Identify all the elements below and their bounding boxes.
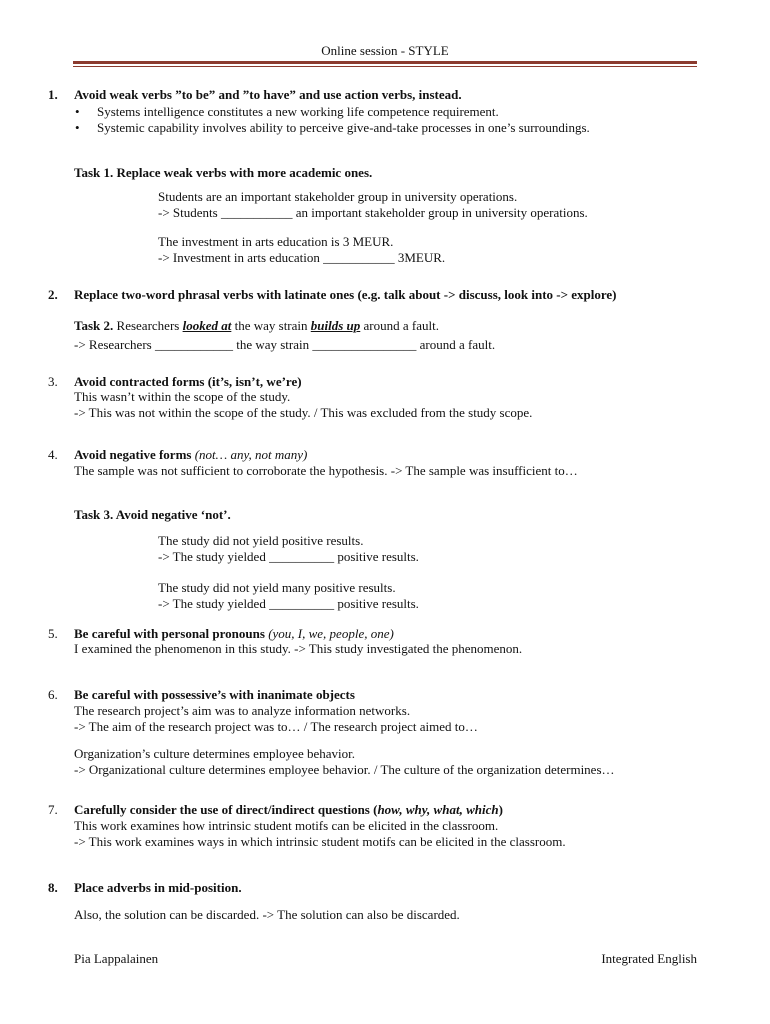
section-number: 7. [48,802,58,817]
section-number: 3. [48,374,58,389]
bullet-marker: • [75,104,80,119]
header-rule-thin [73,66,697,67]
heading-paren: (not… any, not many) [191,447,308,462]
example-line: Organization’s culture determines employee behavior. [74,746,355,761]
section-heading: Place adverbs in mid-position. [74,880,242,895]
footer-author: Pia Lappalainen [74,951,159,966]
exercise-line: -> Students ___________ an important stakeholder group in university operations. [158,205,588,220]
task-heading: Task 3. Avoid negative ‘not’. [74,507,231,522]
page-header-title: Online session - STYLE [321,43,449,58]
example-line: I examined the phenomenon in this study. -> This study investigated the phenomenon. [74,641,523,656]
section-heading [74,802,503,818]
sentence-text: around a fault. [360,318,439,333]
heading-text: Carefully consider the use of direct/indirect questions ( [74,802,378,817]
heading-paren: (you, I, we, people, one) [264,626,394,641]
sentence-text: the way strain [231,318,311,333]
example-line: This work examines how intrinsic student motifs can be elicited in the classroom. [74,818,499,833]
exercise-line: -> Researchers ____________ the way strain ________________ around a fault. [74,337,496,352]
phrasal-verb: builds up [310,318,361,333]
section-number: 8. [48,880,58,895]
example-line: The sample was not sufficient to corroborate the hypothesis. -> The sample was insufficient to… [74,463,578,478]
section-number: 1. [48,87,58,102]
footer-course: Integrated English [601,951,697,966]
section-number: 5. [48,626,58,641]
section-number: 4. [48,447,58,462]
example-line: The investment in arts education is 3 MEUR. [158,234,394,249]
example-line: The study did not yield positive results. [158,533,364,548]
exercise-line: -> The study yielded __________ positive results. [158,596,419,611]
task-sentence [74,318,439,334]
example-line: -> The aim of the research project was to… / The research project aimed to… [74,719,478,734]
heading-paren: how, why, what, which [377,802,499,817]
example-line: -> This work examines ways in which intrinsic student motifs can be elicited in the classroom. [74,834,566,849]
heading-text: Be careful with personal pronouns [74,626,265,641]
example-line: This wasn’t within the scope of the study. [74,389,291,404]
exercise-line: -> The study yielded __________ positive results. [158,549,419,564]
phrasal-verb: looked at [182,318,232,333]
header-rule-thick [73,61,697,64]
exercise-line: -> Investment in arts education ___________ 3MEUR. [158,250,446,265]
bullet-marker: • [75,120,80,135]
example-line: The research project’s aim was to analyze information networks. [74,703,411,718]
section-number: 6. [48,687,58,702]
example-line: -> Organizational culture determines employee behavior. / The culture of the organization determines… [74,762,615,777]
task-label: Task 2. [74,318,114,333]
example-line: Also, the solution can be discarded. -> The solution can also be discarded. [74,907,460,922]
section-heading [74,626,394,642]
heading-close: ) [498,802,503,817]
section-heading: Avoid weak verbs ”to be” and ”to have” and use action verbs, instead. [74,87,462,102]
sentence-text: Researchers [113,318,183,333]
section-heading: Be careful with possessive’s with inanimate objects [74,687,355,702]
heading-text: Avoid negative forms [74,447,192,462]
task-heading: Task 1. Replace weak verbs with more academic ones. [74,165,373,180]
section-number: 2. [48,287,58,302]
section-heading [74,447,307,463]
example-line: The study did not yield many positive results. [158,580,396,595]
example-line: Students are an important stakeholder group in university operations. [158,189,518,204]
example-line: -> This was not within the scope of the study. / This was excluded from the study scope. [74,405,533,420]
bullet-text: Systems intelligence constitutes a new working life competence requirement. [97,104,499,119]
section-heading: Avoid contracted forms (it’s, isn’t, we’re) [74,374,302,389]
section-heading: Replace two-word phrasal verbs with latinate ones (e.g. talk about -> discuss, look into -> explore) [74,287,617,302]
bullet-text: Systemic capability involves ability to perceive give-and-take processes in one’s surroundings. [97,120,590,135]
